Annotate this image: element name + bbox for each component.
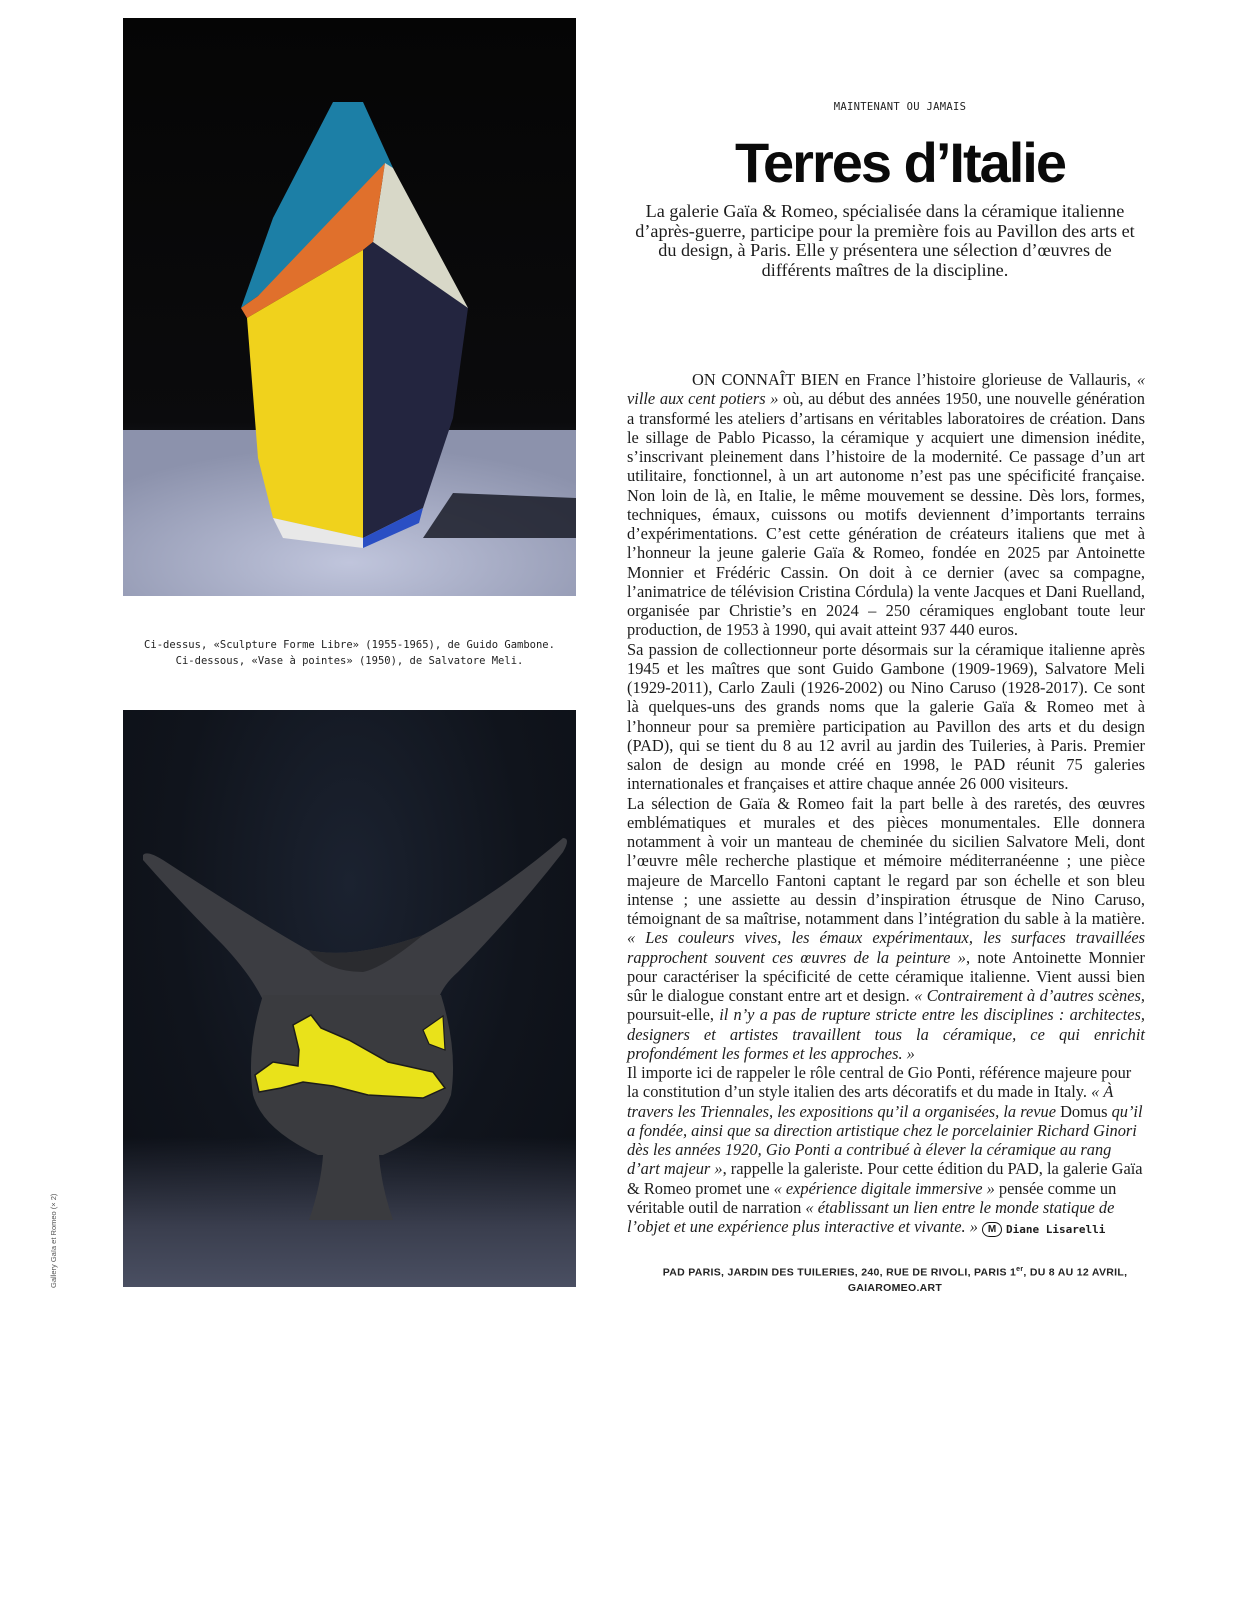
paragraph-4 <box>627 1063 1145 1239</box>
signature <box>982 1220 1105 1239</box>
paragraph-1 <box>627 370 1145 640</box>
paragraph-3 <box>627 794 1145 1064</box>
photo-sculpture-forme-libre <box>123 18 576 596</box>
quote: « expérience digitale immersive » <box>773 1178 995 1198</box>
caption-line-1: Ci-dessus, «Sculpture Forme Libre» (1955-1965), de Guido Gambone. <box>144 639 555 651</box>
event-info <box>630 1262 1160 1296</box>
paragraph-2: Sa passion de collectionneur porte désormais sur la céramique italienne après 1945 et les maîtres que sont Guido Gambone (1909-1969), Salvatore Meli (1929-2011), Carlo Zauli (1926-2002) ou Nino Caruso (1928-2017). Ce sont là quelques-uns des grands noms que la galerie Gaïa & Romeo met à l’honneur pour sa première participation au Pavillon des arts et du design (PAD), qui se tient du 8 au 12 avril au jardin des Tuileries, à Paris. Premier salon de design au monde créé en 1998, le PAD réunit 75 galeries internationales et françaises et attire chaque année 26 000 visiteurs. <box>627 639 1145 794</box>
section-kicker: MAINTENANT OU JAMAIS <box>833 101 967 113</box>
text: PAD PARIS, JARDIN DES TUILERIES, 240, RUE DE RIVOLI, PARIS 1 <box>662 1266 1017 1279</box>
text: en France l’histoire glorieuse de Vallauris, <box>839 370 1137 389</box>
text: poursuit-elle, <box>627 1005 720 1025</box>
event-info-line-1 <box>630 1262 1160 1281</box>
text: où, au début des années 1950, une nouvelle génération a transformé les ateliers d’artisans en véritables laboratoires de création. Dans le sillage de Pablo Picasso, la céramique y acquiert une dimension inédite, s’inscrivant pleinement dans l’histoire de la modernité. Ce passage d’un art utilitaire, fonctionnel, à un art autonome n’est pas une spécificité française. Non loin de là, en Italie, le même mouvement se dessine. Dès lors, formes, techniques, émaux, cuissons ou motifs deviennent d’importants terrains d’expérimentations. C’est cette génération de créateurs italiens que met à l’honneur la jeune galerie Gaïa & Romeo, fondée en 2025 par Antoinette Monnier et Frédéric Cassin. On doit à ce dernier (avec sa compagne, l’animatrice de télévision Cristina Córdula) la vente Jacques et Dani Ruelland, organisée par Christie’s en 2024 – 250 céramiques englobant toute leur production, de 1953 à 1990, qui avait atteint 937 440 euros. <box>627 389 1145 640</box>
text: pensée comme un véritable outil de narration <box>627 1178 1117 1217</box>
quote: « ville aux cent potiers » <box>627 370 1146 409</box>
lead-in: ON CONNAÎT BIEN <box>692 370 840 389</box>
caption-line-2: Ci-dessous, «Vase à pointes» (1950), de Salvatore Meli. <box>175 654 524 667</box>
vase-rim <box>143 838 567 1000</box>
text: Domus <box>1056 1101 1112 1121</box>
photo-vase-a-pointes <box>123 710 576 1287</box>
quote: « établissant un lien entre le monde statique de l’objet et une expérience plus interactive et vivante. » <box>627 1197 1115 1236</box>
text: , rappelle la galeriste. Pour cette édition du PAD, la galerie Gaïa & Romeo promet une <box>627 1159 1143 1198</box>
article-body <box>627 370 1145 1239</box>
text: , DU 8 AU 12 AVRIL, <box>1023 1266 1128 1279</box>
quote: qu’il a fondée, ainsi que sa direction artistique chez le porcelainier Richard Ginori dès les années 1920, Gio Ponti a contribué à élever la céramique au rang d’art majeur » <box>627 1101 1143 1179</box>
photo-credit: Gallery Gaïa et Romeo (× 2) <box>49 1193 58 1288</box>
vase-illustration <box>123 710 576 1287</box>
event-website[interactable]: GAIAROMEO.ART <box>847 1281 943 1294</box>
author-name: Diane Lisarelli <box>1006 1222 1106 1236</box>
text: La sélection de Gaïa & Romeo fait la part belle à des raretés, des œuvres emblématiques et murales et des pièces monumentales. Elle donnera notamment à voir un manteau de cheminée du sicilien Salvatore Meli, dont l’œuvre mêle recherche plastique et mémoire méditerranéenne ; une pièce majeure de Marcello Fantoni captant le regard par son échelle et son bleu intense ; une assiette au dessin d’inspiration étrusque de Nino Caruso, témoignant de sa maîtrise, notamment dans l’intégration du sable à la matière. <box>627 793 1145 928</box>
quote: « Les couleurs vives, les émaux expérimentaux, les surfaces travaillées rapprochent souvent ces œuvres de la peinture » <box>627 928 1145 967</box>
photo-caption <box>118 638 581 669</box>
m-logo-icon: M <box>982 1222 1002 1237</box>
vase-foot <box>309 1155 393 1220</box>
article-title: Terres d’Italie <box>734 131 1065 194</box>
sculpture-illustration <box>123 18 576 596</box>
text: , note Antoinette Monnier pour caractériser la spécificité de cette céramique italienne. Vient aussi bien sûr le dialogue constant entre art et design. <box>627 947 1145 1005</box>
text: Il importe ici de rappeler le rôle central de Gio Ponti, référence majeure pour la constitution d’un style italien des arts décoratifs et du made in Italy. <box>627 1063 1132 1102</box>
quote: « À travers les Triennales, les expositions qu’il a organisées, la revue <box>627 1082 1114 1121</box>
superscript: er <box>1016 1266 1024 1273</box>
standfirst: La galerie Gaïa & Romeo, spécialisée dans la céramique italienne d’après-guerre, participe pour la première fois au Pavillon des arts et du design, à Paris. Elle y présentera une sélection d’œuvres de différents maîtres de la discipline. <box>635 201 1135 280</box>
quote: il n’y a pas de rupture stricte entre les disciplines : architectes, designers et artistes travaillent tous la céramique, ce qui enrichit profondément les formes et les approches. » <box>627 1005 1145 1063</box>
quote: « Contrairement à d’autres scènes, <box>914 986 1145 1005</box>
